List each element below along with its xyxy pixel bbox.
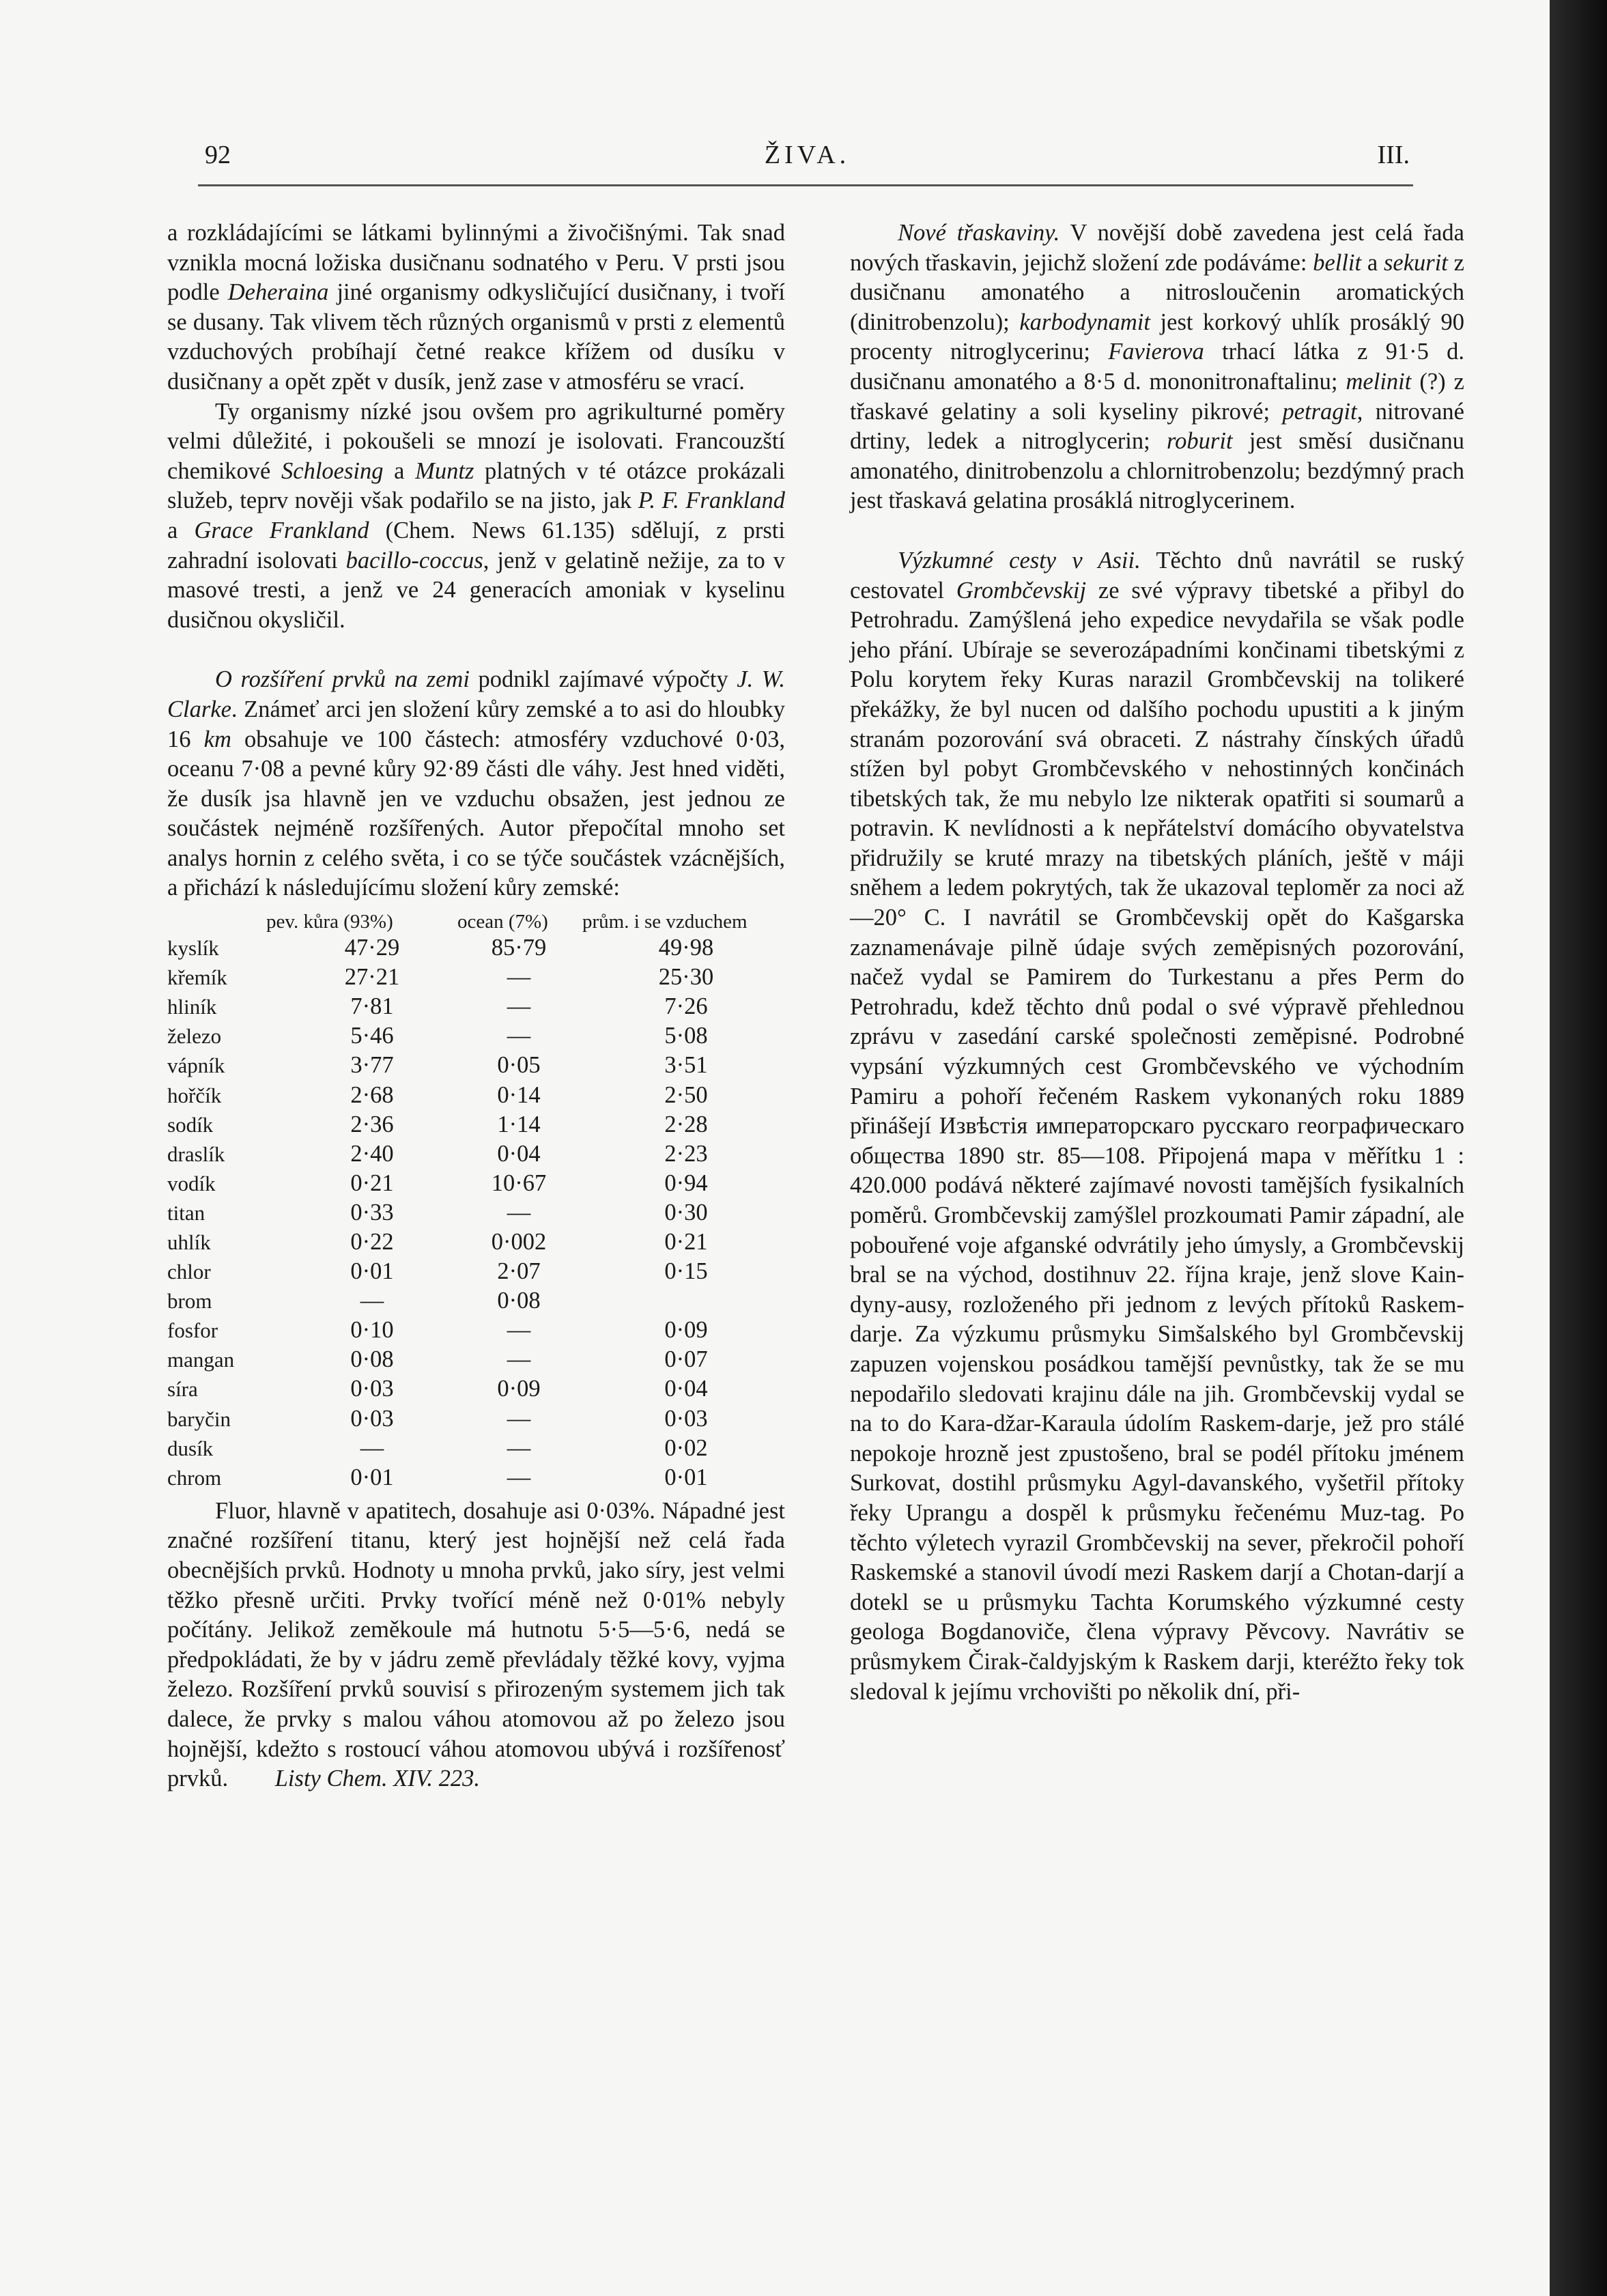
person-name: Deheraina [227,279,329,306]
right-column [850,218,1464,1707]
table-row [167,1228,785,1257]
crust-cell: 7·81 [350,993,394,1020]
text: a [167,517,195,543]
term: petragit [1282,398,1357,425]
term: sekurit [1383,249,1448,276]
table-row [167,1316,785,1345]
person-name: P. F. Frankland [638,487,785,514]
table-row [167,1139,785,1169]
table-row [167,992,785,1021]
table-row [167,1286,785,1316]
element-cell: uhlík [167,1230,211,1254]
table-row [167,963,785,992]
text: ze své výpravy tibetské a přibyl do Petrohradu. Zamýšlená jeho expedice nevydařila se však podle jeho přání. Ubíraje se severozápadními končinami tibetskými z Polu korytem řeky Kuras narazil Grombčevskij na tolikeré překážky, že byl nucen od dalšího pochodu upustiti a k jiným stranám pozorování svá obraceti. Z nástrahy čínských úřadů stížen byl pobyt Grombčevského v nehostinných končinách tibetských tak, že mu nebylo lze nikterak opatřiti si soumarů a potravin. K nevlídnosti a k nepřátelství domácího obyvatelstva přidružily se kruté mrazy na tibetských pláních, ještě v máji sněhem a ledem pokrytých, tak že ukazoval teploměr za noci až —20° C. I navrátil se Grombčevskij opět do Kašgarska zaznamenávaje pilně údaje svých zeměpisných pozorování, načež vydal se Pamirem do Turkestanu a přes Perm do Petrohradu, kdež těchto dnů podal o své výpravě přehlednou zprávu v zasedání carské společnosti zeměpisné. Podrobné vypsání výzkumných cest Grombčevského ve východním Pamiru a pohoří řečeném Raskem vykonaných roku 1889 přinášejí Извѣстія императорскаго русскаго географическаго общества 1890 str. 85—108. Připojená mapa v měřítku 1 : 420.000 podává některé zajímavé novosti tamějších fysikalních poměrů. Grombčevskij zamýšlel prozkoumati Pamir západní, ale pobouřené voje afganské odvrátily jeho úmysly, a Grombčevskij bral se na východ, dostihnuv 22. října kraje, jenž slove Kain-dyny-ausy, rozloženého při jednom z levých přítoků Raskem-darje. Za výzkumu průsmyku Simšalského byl Grombčevskij zapuzen vojenskou posádkou tamější pevnůstky, tak že se mu nepodařilo sledovati krajinu dále na jih. Grombčevskij vydal se na to do Kara-džar-Karaula údolím Raskem-darje, jež pro stálé nepokoje hrozně jest zpustošeno, bral se podél přítoku jménem Surkovat, dostihl průsmyku Agyl-davanského, vyšetřil přítoky řeky Uprangu a dospěl k průsmyku řečenému Muz-tag. Po těchto výletech vyrazil Grombčevskij na sever, překročil pohoří Raskemské a stanovil úvodí mezi Raskem darjí a Chotan-darjí a dotekl se u průsmyku Tachta Korumského výzkumné cesty geologa Bogdanoviče, člena výpravy Pěvcovy. Navrátiv se průsmykem Čirak-čaldyjským k Raskem darji, kteréžto řeky tok sledoval k jejímu vrchovišti po několik dní, při- [850,577,1464,1705]
element-cell: vápník [167,1053,225,1078]
text: z dusičnanu amonatého a nitrosloučenin aromatických (dinitrobenzolu); [850,249,1464,335]
ocean-cell: — [507,964,531,991]
crust-cell: — [360,1288,384,1314]
person-name: Muntz [415,457,474,484]
ocean-cell: 0·09 [497,1376,541,1402]
text: jest směsí dusičnanu amonatého, dinitrobenzolu a chlornitrobenzolu; bezdýmný prach jest třaskavá gelatina prosáklá nitroglycerinem. [850,428,1464,514]
mean-cell: 0·09 [664,1317,708,1344]
crust-cell: 2·40 [350,1140,394,1167]
mean-cell: 5·08 [664,1023,708,1049]
person-name: J. W. Clarke [167,666,785,722]
crust-cell: 5·46 [350,1023,394,1049]
crust-cell: 0·08 [350,1346,394,1373]
text: a [383,457,416,484]
element-cell: mangan [167,1348,235,1372]
crust-cell: 0·33 [350,1199,394,1225]
mean-cell: 0·02 [664,1434,708,1461]
text: trhací látka z 91·5 d. dusičnanu amonatého a 8·5 d. mononitronaftalinu; [850,339,1464,395]
unit: km [203,726,231,752]
crust-cell: 2·68 [350,1081,394,1108]
ocean-cell: 10·67 [491,1170,547,1196]
table-row [167,1110,785,1139]
mean-cell [587,1286,785,1316]
text: , jenž v gelatině nežije, za to v masové tresti, a jenž ve 24 generacích amoniak v kyselinu dusičnou okysličil. [167,547,785,633]
text: V novější době zavedena jest celá řada nových třaskavin, jejichž složení zde podáváme: [850,220,1464,276]
ocean-cell: 85·79 [491,935,547,961]
table-row [167,1434,785,1463]
term: karbodynamit [1019,309,1150,335]
mean-cell: 2·28 [664,1111,708,1137]
element-cell: baryčin [167,1406,231,1431]
ocean-cell: — [507,1023,531,1049]
person-name: Grace Frankland [194,517,369,543]
table-row [167,1198,785,1228]
paragraph-nitrates [167,218,785,397]
text: a rozkládajícími se látkami bylinnými a živočišnými. Tak snad vznikla mocná ložiska dusičnanu sodnatého v Peru. V prsti jsou podle [167,220,785,306]
mean-cell: 7·26 [664,993,708,1020]
mean-cell: 49·98 [658,935,714,961]
paragraph-explosives [850,218,1464,516]
mean-cell: 0·15 [664,1258,708,1285]
crust-cell: 0·10 [350,1317,394,1344]
element-cell: vodík [167,1171,216,1195]
table-header-mean: prům. i se vzduchem [582,911,748,933]
crust-cell: 0·01 [350,1464,394,1490]
ocean-cell: — [507,1405,531,1432]
table-header-ocean: ocean (7%) [457,911,548,933]
element-cell: fosfor [167,1318,218,1343]
text: podnikl zajímavé výpočty [469,666,737,693]
crust-cell: — [360,1434,384,1461]
section-title: Nové třaskaviny. [898,220,1060,246]
text: Ty organismy nízké jsou ovšem pro agrikulturné poměry velmi důležité, i pokoušeli se mnozí je isolovati. Francouzští chemikové [167,398,785,484]
scan-edge [1550,0,1607,2296]
mean-cell: 0·03 [664,1405,708,1432]
mean-cell: 25·30 [658,964,714,991]
section-title: Výzkumné cesty v Asii. [898,547,1141,573]
mean-cell: 2·23 [664,1140,708,1167]
journal-title: ŽIVA. [764,141,851,169]
crust-cell: 0·21 [350,1170,394,1196]
table-row [167,933,785,963]
mean-cell: 0·01 [664,1464,708,1490]
crust-cell: 2·36 [350,1111,394,1137]
crust-cell: 3·77 [350,1052,394,1079]
paragraph-expeditions [850,546,1464,1707]
crust-cell: 27·21 [344,964,400,991]
table-row [167,1081,785,1110]
table-row [167,1374,785,1404]
element-cell: titan [167,1200,205,1225]
text: platných v té otázce prokázali služeb, teprv nověji však podařilo se na jisto, jak [167,457,785,514]
ocean-cell: 2·07 [497,1258,541,1285]
header-rule [198,184,1413,186]
element-cell: hořčík [167,1083,222,1107]
crust-cell: 0·03 [350,1405,394,1432]
paragraph-elements [167,665,785,903]
species-name: bacillo-coccus [345,547,483,573]
element-cell: brom [167,1289,212,1314]
element-cell: draslík [167,1142,225,1166]
ocean-cell: 0·14 [497,1081,541,1108]
mean-cell: 0·94 [664,1170,708,1196]
text: Těchto dnů navrátil se ruský cestovatel [850,547,1464,604]
ocean-cell: 1·14 [497,1111,541,1137]
text: , nitrované drtiny, ledek a nitroglycerin; [850,398,1464,455]
term: bellit [1313,249,1362,276]
element-cell: chlor [167,1260,211,1284]
table-header-crust: pev. kůra (93%) [266,911,393,933]
element-cell: kyslík [167,936,219,961]
text: Fluor, hlavně v apatitech, dosahuje asi 0·03%. Nápadné jest značné rozšíření titanu, který jest hojnější než celá řada obecnějších prvků. Hodnoty u mnoha prvků, jako síry, jest velmi těžko přesně určiti. Prvky tvořící méně než 0·01% nebyly počítány. Jelikož zeměkoule má hutnotu 5·5—5·6, nedá se předpokládati, že by v jádru země převládaly těžké kovy, vyjma železo. Rozšíření prvků souvisí s přirozeným systemem jich tak dalece, že prvky s malou váhou atomovou až po železo jsou hojnější, kdežto s rostoucí váhou atomovou ubývá i rozšířenosť prvků. [167,1497,785,1792]
element-cell: křemík [167,965,227,990]
person-name: Grombčevskij [956,577,1087,604]
ocean-cell: — [507,1434,531,1461]
mean-cell: 0·30 [664,1199,708,1225]
element-cell: železo [167,1024,222,1049]
running-header [205,140,1410,181]
table-row [167,1404,785,1434]
text: jest korkový uhlík prosáklý 90 procenty nitroglycerinu; [850,309,1464,365]
mean-cell: 3·51 [664,1052,708,1079]
text: (Chem. News 61.135) sdělují, z prsti zahradní isolovati [167,517,785,573]
table-header [167,903,785,933]
ocean-cell: — [507,1317,531,1344]
section-title: O rozšíření prvků na zemi [215,666,470,693]
element-cell: sodík [167,1112,214,1137]
table-row [167,1257,785,1286]
table-row [167,1345,785,1374]
ocean-cell: 0·04 [497,1140,541,1167]
paragraph-organisms [167,397,785,636]
element-cell: hliník [167,995,217,1019]
ocean-cell: 0·08 [497,1288,541,1314]
element-cell: síra [167,1377,198,1402]
text: obsahuje ve 100 částech: atmosféry vzduchové 0·03, oceanu 7·08 a pevné kůry 92·89 části dle váhy. Jest hned viděti, že dusík jsa hlavně jen ve vzduchu obsažen, jest jednou ze součástek nejméně rozšířených. Autor přepočítal mnoho set analys hornin z celého světa, i co se týče součástek vzácnějších, a přichází k následujícímu složení kůry zemské: [167,726,785,901]
crust-cell: 0·01 [350,1258,394,1285]
crust-cell: 0·03 [350,1376,394,1402]
ocean-cell: — [507,1464,531,1490]
page-number: 92 [205,141,231,169]
mean-cell: 2·50 [664,1081,708,1108]
ocean-cell: — [507,1199,531,1225]
paragraph-fluor [167,1497,785,1794]
citation: Listy Chem. XIV. 223. [274,1766,481,1792]
element-cell: chrom [167,1465,222,1490]
text: a [1361,249,1384,276]
element-cell: dusík [167,1436,214,1460]
term: roburit [1167,428,1233,455]
mean-cell: 0·07 [664,1346,708,1373]
term: melinit [1346,368,1412,395]
left-column [167,218,785,1794]
table-row [167,1021,785,1051]
ocean-cell: — [507,993,531,1020]
volume-number: III. [1377,141,1410,169]
text: jiné organismy odkysličující dusičnany, i tvoří se dusany. Tak vlivem těch různých organismů v prsti z elementů vzduchových probíhají četné reakce křížem od dusíku v dusičnany a opět zpět v dusík, jenž zase v atmosféru se vrací. [167,279,785,395]
mean-cell: 0·21 [664,1229,708,1255]
table-row [167,1463,785,1492]
table-row [167,1169,785,1198]
table-row [167,1051,785,1080]
term: Favierova [1108,339,1204,365]
text: . Známeť arci jen složení kůry zemské a to asi do hloubky 16 [167,696,785,752]
person-name: Schloesing [281,457,384,484]
mean-cell: 0·04 [664,1376,708,1402]
composition-table [167,933,785,1492]
ocean-cell: — [507,1346,531,1373]
ocean-cell: 0·002 [491,1229,547,1255]
crust-cell: 0·22 [350,1229,394,1255]
text: (?) z třaskavé gelatiny a soli kyseliny pikrové; [850,368,1464,425]
ocean-cell: 0·05 [497,1052,541,1079]
crust-cell: 47·29 [344,935,400,961]
